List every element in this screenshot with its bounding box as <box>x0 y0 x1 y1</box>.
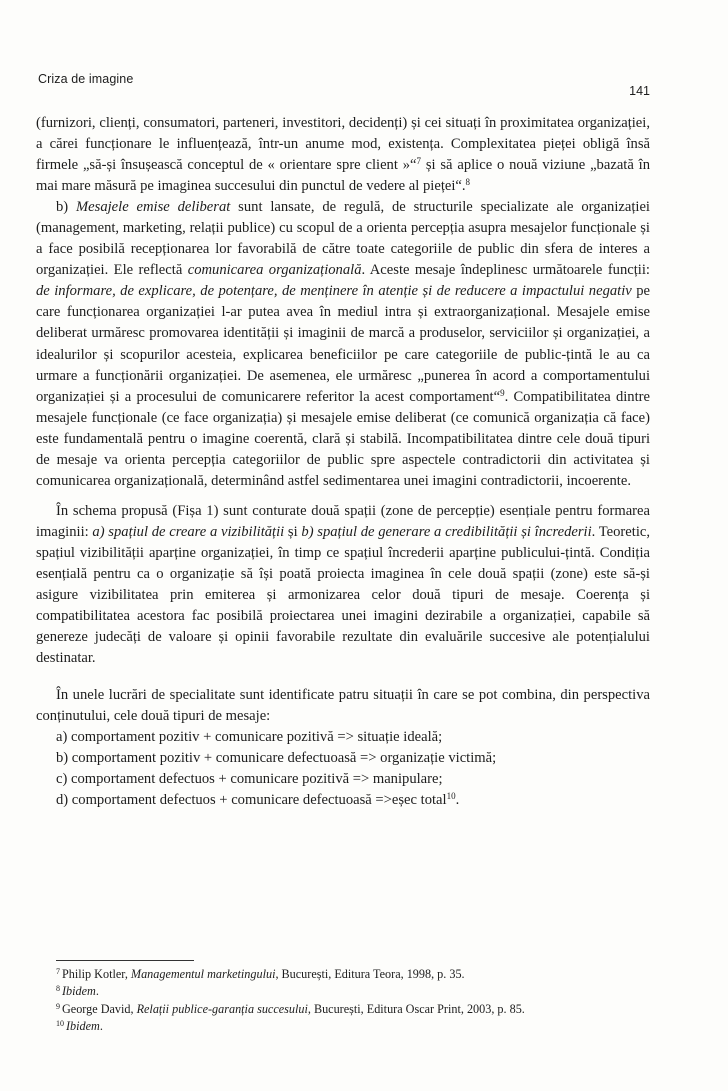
footnote-10 <box>56 1018 650 1035</box>
body-text <box>36 113 650 812</box>
footnote-publisher: , București, Editura Oscar Print, 2003, p. 85. <box>307 1001 525 1016</box>
list-item <box>56 790 650 811</box>
footnotes <box>56 966 650 1036</box>
footnote-publisher: , București, Editura Teora, 1998, p. 35. <box>275 967 465 981</box>
footnote-author: George David, <box>62 1001 137 1016</box>
footnote-title: Ibidem <box>66 1019 100 1034</box>
situations-list <box>36 727 650 811</box>
paragraph-4: În unele lucrări de specialitate sunt identificate patru situații în care se pot combina, din perspectiva conținutului, cele două tipuri de mesaje: <box>36 687 650 725</box>
running-title: Criza de imagine <box>38 72 134 86</box>
footnote-title: Managementul marketingului <box>130 967 276 981</box>
footnote-publisher: . <box>99 1019 103 1034</box>
paragraph-1-text-a: (furnizori, clienți, consumatori, parteneri, investitori, decidenți) și cei situați în proximitatea organizației, a cărei funcționare le influențează, într-un anume mod, existența. Complexitatea pieței obligă însă firmele „să-și însușească conceptul de « orientare spre client »“ <box>36 115 650 174</box>
paragraph-3-text-b: și <box>284 523 302 540</box>
paragraph-1-text-b: și să aplice o nouă viziune „bazată în mai mare măsură pe imaginea succesului din punctul de vedere al pieței“. <box>36 157 650 195</box>
paragraph-3 <box>36 501 650 669</box>
paragraph-2-text-a: b) <box>56 199 77 216</box>
footnote-8 <box>56 983 650 1000</box>
footnote-number: 8 <box>56 984 60 994</box>
list-item-text: d) comportament defectuos + comunicare defectuoasă =>eșec total <box>56 792 447 809</box>
footnote-author: Philip Kotler, <box>62 967 131 981</box>
paragraph-2-text-c: . Aceste mesaje îndeplinesc următoarele funcții: <box>361 262 650 279</box>
paragraph-2-text-e: . Compatibilitatea dintre mesajele funcționale (ce face organizația) și mesajele emise deliberat (ce comunică organizația că face) este fundamentală pentru o imagine coerentă, clară și stabilă. Incompatibilitatea dintre cele două tipuri de mesaje va orienta percepția categoriilor de public spre aspectele contradictorii din activitatea și comunicarea organizațională, determinând astfel sedimentarea unei imagini contradictorii, incoerente. <box>36 388 650 489</box>
footnote-title: Ibidem <box>62 984 96 999</box>
paragraph-3-text-c: . Teoretic, spațiul vizibilității aparține organizației, în timp ce spațiul încrederii aparține publicului-țintă. Condiția esențială pentru ca o organizație să își poată proiecta imaginea în cele două spații (zone) este să-și asigure vizibilitatea prin emiterea și armonizarea celor două tipuri de mesaje. Coerența și compatibilitatea acestora fac posibilă proiectarea unei imagini dezirabile a organizației, capabile să genereze judecăți de valoare și opinii favorabile rezultate din evaluările succesive ale potențialului destinatar. <box>36 523 650 667</box>
paragraph-2 <box>36 197 650 492</box>
footnote-7 <box>56 966 650 983</box>
footnote-9 <box>56 1001 650 1018</box>
page-number: 141 <box>629 84 650 98</box>
paragraph-2-text-b: sunt lansate, de regulă, de structurile specializate ale organizației (management, marketing, relații publice) cu scopul de a orienta percepția asupra mesajelor funcționale și a face posibilă recepționarea lor favorabilă de către toate categoriile de public din sfera de interes a organizației. Ele reflectă <box>36 199 650 279</box>
emphasis-spatiul-credibilitatii: b) spațiul de generare a credibilității și încrederii <box>301 523 592 540</box>
footnote-ref-9: 9 <box>500 387 505 398</box>
footnote-ref-8: 8 <box>465 177 471 188</box>
emphasis-mesaje-emise: Mesajele emise deliberat <box>76 199 231 216</box>
footnote-ref-10: 10 <box>446 791 456 802</box>
footnote-divider <box>56 960 194 961</box>
list-item: b) comportament pozitiv + comunicare defectuoasă => organizație victimă; <box>56 750 497 767</box>
footnote-number: 9 <box>56 1001 60 1011</box>
footnote-number: 7 <box>56 967 60 976</box>
list-item: a) comportament pozitiv + comunicare pozitivă => situație ideală; <box>56 729 443 746</box>
emphasis-functii: de informare, de explicare, de potențare, de menținere în atenție și de reducere a impactului negativ <box>36 283 632 300</box>
paragraph-1 <box>36 113 650 197</box>
footnote-number: 10 <box>56 1019 64 1029</box>
footnote-publisher: . <box>95 984 99 999</box>
emphasis-spatiul-vizibilitatii: a) spațiul de creare a vizibilității <box>92 523 285 540</box>
list-item-end: . <box>455 792 460 809</box>
footnote-title: Relații publice-garanția succesului <box>136 1001 308 1016</box>
paragraph-2-text-d: pe care funcționarea organizației l-ar putea avea în mediul intra și extraorganizațional. Mesajele emise deliberat urmăresc promovarea identității și imaginii de marcă a produselor, serviciilor și organizației, a idealurilor și scopurilor acesteia, explicarea beneficiilor pe care categoriile de public-țintă le au ca urmare a funcționării organizației. De asemenea, ele urmăresc „punerea în acord a comportamentului organizației și a procesului de comunicarere referitor la acest comportament“ <box>36 283 650 405</box>
emphasis-comunicarea: comunicarea organizațională <box>187 262 362 279</box>
list-item: c) comportament defectuos + comunicare pozitivă => manipulare; <box>56 771 443 788</box>
paragraph-3-text-a: În schema propusă (Fișa 1) sunt conturate două spații (zone de percepție) esențiale pentru formarea imaginii: <box>36 502 650 540</box>
footnote-ref-7: 7 <box>416 156 421 167</box>
